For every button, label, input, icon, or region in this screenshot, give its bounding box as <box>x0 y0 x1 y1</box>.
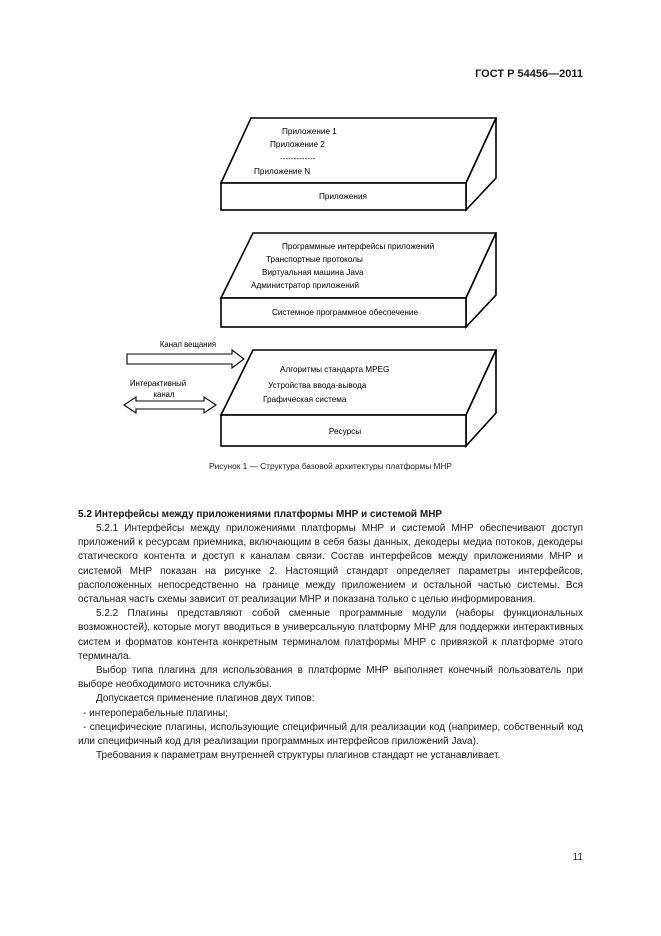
list-item-interoperable: - интероперабельные плагины; <box>83 707 228 719</box>
box2-line-2: Транспортные протоколы <box>266 255 363 264</box>
paragraph-plugin-types: Допускается применение плагинов двух типов: <box>96 693 315 705</box>
paragraph-5-2-2: 5.2.2 Плагины представляют собой сменные программные модули (наборы функциональных возможностей), которые могут вводиться в универсальную платформу МНР для поддержки интерактивных систем и форматов контента конкретным терминалом платформы МНР с привязкой к платформе этого терминала. <box>78 608 583 662</box>
box3-line-1: Алгоритмы стандарта MPEG <box>280 365 390 374</box>
box1-line-3: ------------- <box>280 154 316 163</box>
paragraph-plugin-choice: Выбор типа плагина для использования в платформе МНР выполняет конечный пользователь при выборе необходимого источника службы. <box>78 665 583 691</box>
interactive-channel-label-1: Интерактивный <box>129 379 187 388</box>
system-software-layer <box>221 233 496 327</box>
box2-line-4: Администратор приложений <box>251 281 359 290</box>
box3-line-3: Графическая система <box>263 395 347 404</box>
broadcast-channel-arrow <box>127 340 244 368</box>
architecture-figure <box>0 0 661 460</box>
section-heading: 5.2 Интерфейсы между приложениями платформы МНР и системой МНР <box>78 509 443 520</box>
applications-layer <box>221 118 496 210</box>
box1-line-2: Приложение 2 <box>270 140 325 149</box>
broadcast-channel-label: Канал вещания <box>159 340 217 349</box>
box3-line-2: Устройства ввода-вывода <box>268 381 367 390</box>
box1-base-label: Приложения <box>319 192 367 201</box>
body-text <box>78 522 583 763</box>
interactive-channel-label-2: канал <box>153 390 175 399</box>
interactive-channel-arrow <box>124 379 216 413</box>
box2-base-label: Системное программное обеспечение <box>271 308 419 317</box>
standard-number: ГОСТ Р 54456—2011 <box>475 68 583 80</box>
figure-caption: Рисунок 1 — Структура базовой архитектуры платформы МНР <box>209 461 452 471</box>
box1-line-4: Приложение N <box>254 167 311 176</box>
list-item-specific: - специфические плагины, использующие специфичный для реализации код (например, собственный код или специфичный код для реализации программных интерфейсов приложений Java). <box>78 721 583 748</box>
box1-line-1: Приложение 1 <box>282 127 337 136</box>
resources-layer <box>221 350 496 446</box>
box3-base-label: Ресурсы <box>328 427 362 436</box>
paragraph-5-2-1: 5.2.1 Интерфейсы между приложениями платформы МНР и системой МНР обеспечивают доступ приложений к ресурсам приемника, включающим в себя базы данных, декодеры медиа потоков, декодеры статического контента и доступ к каналам связи. Состав интерфейсов между приложениями МНР и системой МНР показан на рисунке 2. Настоящий стандарт определяет параметры интерфейсов, расположенных непосредственно на границе между приложением и остальной частью системы. Вся остальная часть схемы зависит от реализации МНР и показана только с целью информирования. <box>78 523 583 606</box>
paragraph-requirements: Требования к параметрам внутренней структуры плагинов стандарт не устанавливает. <box>96 750 501 762</box>
box2-line-1: Программные интерфейсы приложений <box>282 242 435 251</box>
page-number: 11 <box>572 852 583 863</box>
box2-line-3: Виртуальная машина Java <box>262 268 364 277</box>
